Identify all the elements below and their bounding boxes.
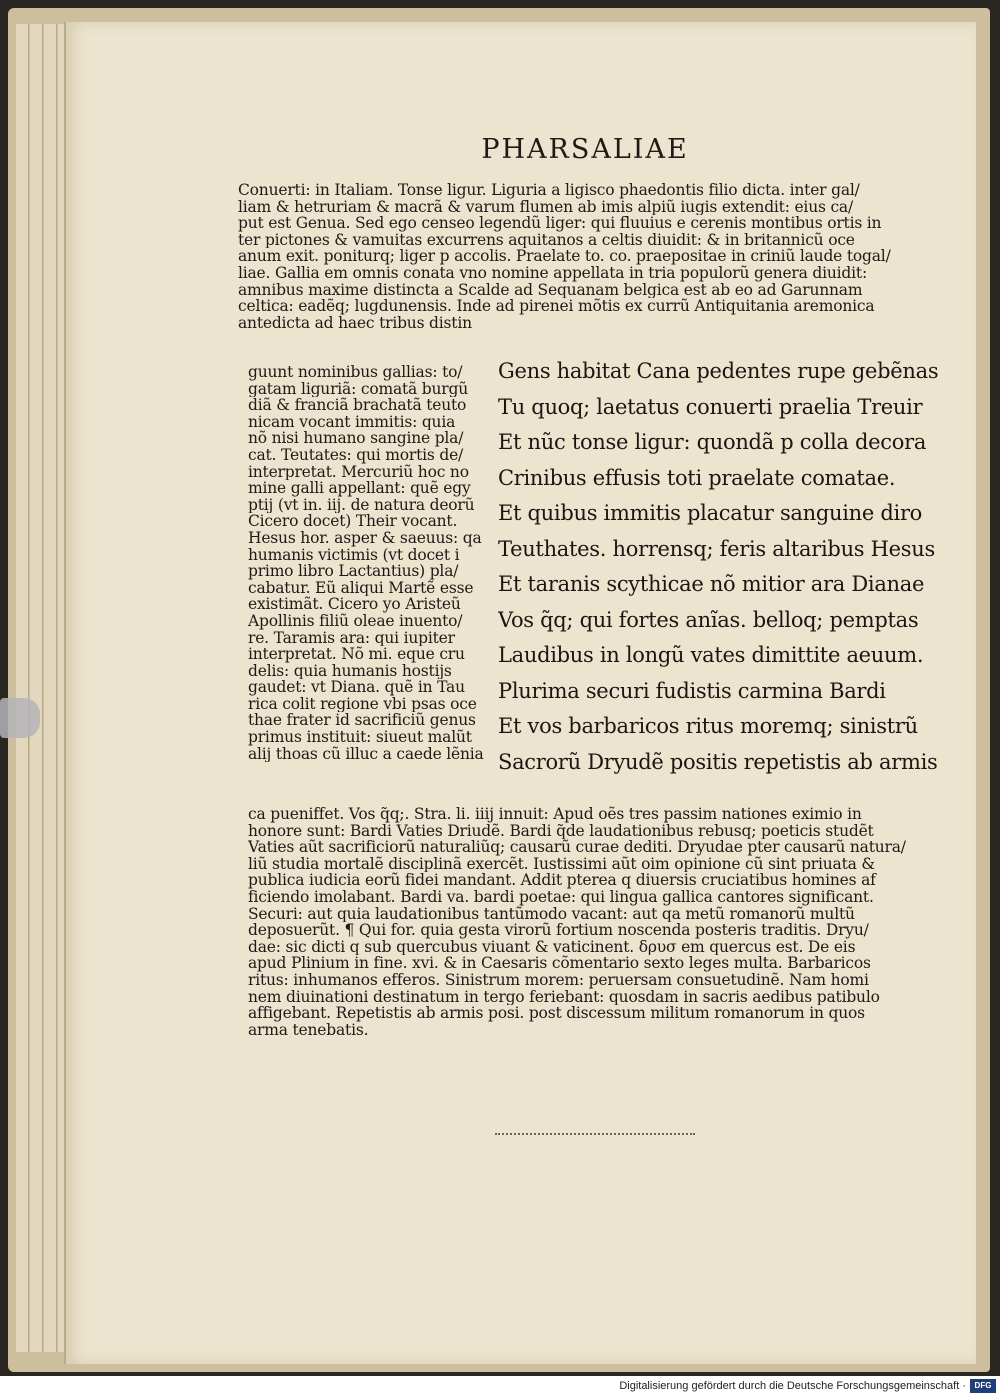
commentary-line: re. Taramis ara: qui iupiter <box>248 629 455 647</box>
commentary-line: ca pueniffet. Vos q̃q;. Stra. li. iiij innuit: Apud oẽs tres passim nationes eximio in <box>248 806 862 823</box>
commentary-line: arma tenebatis. <box>248 1021 369 1039</box>
commentary-line: ritus: inhumanos efferos. Sinistrum morem: peruersam consuetudinẽ. Nam homi <box>248 971 869 989</box>
commentary-line: dae: sic dicti q sub quercubus viuant & vaticinent. δρυσ em quercus est. De eis <box>248 938 856 956</box>
commentary-top <box>238 182 891 331</box>
commentary-line: alij thoas cũ illuc a caede lẽnia <box>248 745 484 763</box>
commentary-line: diã & franciã brachatã teuto <box>248 397 467 414</box>
commentary-line: Vaties aũt sacrificiorũ naturaliũq; causarũ curae dediti. Dryudae pter causarũ natura/ <box>248 839 906 856</box>
commentary-line: anum exit. poniturq; liger p accolis. Praelate to. co. praepositae in criniũ laude togal/ <box>238 248 891 265</box>
commentary-line: humanis victimis (vt docet i <box>248 546 460 564</box>
commentary-line: publica iudicia eorũ fidei mandant. Addit ptereа q diuersis cruciatibus homines af <box>248 872 876 889</box>
commentary-line: deposuerũt. ¶ Qui for. quia gesta virorũ fortium noscenda posteris traditis. Dryu/ <box>248 922 869 939</box>
commentary-line: interpretat. Nõ mi. eque cru <box>248 646 465 663</box>
verse-text <box>498 354 938 780</box>
commentary-line: honore sunt: Bardi Vaties Driudẽ. Bardi q̃de laudationibus rebusq; poeticis studẽt <box>248 822 874 840</box>
commentary-line: liae. Gallia em omnis conata vno nomine appellata in tria populorũ genera diuidit: <box>238 264 867 282</box>
verse-line: Plurima securi fudistis carmina Bardi <box>498 678 886 703</box>
commentary-line: celtica: eadẽq; lugdunensis. Inde ad pirenei mõtis ex currũ Antiquitania aremonica <box>238 298 875 315</box>
commentary-line: Cicero docet) Their vocant. <box>248 513 458 530</box>
commentary-line: liũ studia mortalẽ disciplinã exercẽt. Iustissimi aũt oim opinione cũ sint priuata & <box>248 855 875 873</box>
commentary-line: nõ nisi humano sangine pla/ <box>248 430 464 447</box>
page-edge <box>44 24 57 1352</box>
commentary-line: ptij (vt in. iij. de natura deorũ <box>248 496 475 514</box>
commentary-line: primus instituit: siueut malũt <box>248 729 472 746</box>
verse-line: Et vos barbaricos ritus moremq; sinistrũ <box>498 714 918 738</box>
verse-line: Vos q̃q; qui fortes anĩas. belloq; pemptas <box>498 607 919 632</box>
verse-line: Et taranis scythicae nõ mitior ara Dianae <box>498 572 925 596</box>
commentary-line: ter pictones & vamuitas excurrens aquitanos a celtis diuidit: & in britannicũ oce <box>238 231 855 249</box>
commentary-line: affigebant. Repetistis ab armis posi. post discessum militum romanorum in quos <box>248 1005 865 1022</box>
commentary-line: interpretat. Mercuriũ hoc no <box>248 463 469 481</box>
commentary-line: amnibus maxime distincta a Scalde ad Sequanam belgica est ab eo ad Garunnam <box>238 281 863 299</box>
commentary-line: Apollinis filiũ oleae inuento/ <box>248 612 463 630</box>
commentary-line: gaudet: vt Diana. quẽ in Tau <box>248 679 465 696</box>
verse-line: Et quibus immitis placatur sanguine diro <box>498 501 923 525</box>
page-clip <box>0 698 40 738</box>
page-edge <box>30 24 43 1352</box>
commentary-line: gatam liguriã: comatã burgũ <box>248 380 469 398</box>
commentary-line: Hesus hor. asper & saeuus: qa <box>248 529 482 547</box>
commentary-line: primo libro Lactantius) pla/ <box>248 563 459 580</box>
commentary-line: nem diuinationi destinatum in tergo feriebant: quosdam in sacris aedibus patibulo <box>248 988 880 1006</box>
commentary-line: cat. Teutates: qui mortis de/ <box>248 446 464 464</box>
commentary-line: ficiendo imolabant. Bardi va. bardi poetae: qui lingua gallica cantores significant. <box>248 888 874 906</box>
verse-line: Gens habitat Cana pedentes rupe gebẽnas <box>498 359 938 383</box>
verse-line: Teuthates. horrensq; feris altaribus Hesus <box>498 536 935 561</box>
commentary-line: liam & hetruriam & macrã & varum flumen ab imis alpiũ iugis extendit: eius ca/ <box>238 198 853 216</box>
commentary-line: apud Plinium in fine. xvi. & in Caesaris cõmentario sexto leges multa. Barbaricos <box>248 955 871 972</box>
commentary-line: cabatur. Eũ aliqui Martẽ esse <box>248 579 474 597</box>
running-header: PHARSALIAE <box>481 134 689 165</box>
ornamental-rule <box>495 1133 695 1135</box>
commentary-line: antedicta ad haec tribus distin <box>238 314 472 332</box>
commentary-line: existimãt. Cicero yo Aristeũ <box>248 596 461 613</box>
commentary-line: delis: quia humanis hostijs <box>248 662 452 680</box>
commentary-line: guunt nominibus gallias: to/ <box>248 364 463 381</box>
verse-line: Crinibus effusis toti praelate comatae. <box>498 465 896 490</box>
commentary-line: Securi: aut quia laudationibus tantũmodo vacant: aut qa metũ romanorũ multũ <box>248 905 855 923</box>
page-edge <box>16 24 29 1352</box>
commentary-line: rica colit regione vbi psas oce <box>248 695 477 713</box>
commentary-line: put est Genua. Sed ego censeo legendũ liger: qui fluuius e cerenis montibus ortis in <box>238 215 882 232</box>
verse-line: Et nũc tonse ligur: quondã p colla decora <box>498 430 927 454</box>
commentary-line: thae frater id sacrificiũ genus <box>248 712 476 730</box>
commentary-bottom <box>248 806 906 1038</box>
commentary-line: Conuerti: in Italiam. Tonse ligur. Liguria a ligisco phaedontis filio dicta. inter gal/ <box>238 182 860 199</box>
verse-line: Tu quoq; laetatus conuerti praelia Treuir <box>498 394 923 419</box>
dfg-logo: DFG <box>970 1379 996 1393</box>
commentary-left-column <box>248 364 484 762</box>
digitization-footer <box>0 1376 1000 1396</box>
verse-line: Sacrorũ Dryudẽ positis repetistis ab armis <box>498 749 938 774</box>
footer-text: Digitalisierung gefördert durch die Deutsche Forschungsgemeinschaft · <box>619 1380 966 1392</box>
verse-line: Laudibus in longũ vates dimittite aeuum. <box>498 643 924 667</box>
commentary-line: nicam vocant immitis: quia <box>248 413 456 431</box>
commentary-line: mine galli appellant: quẽ egy <box>248 480 471 497</box>
